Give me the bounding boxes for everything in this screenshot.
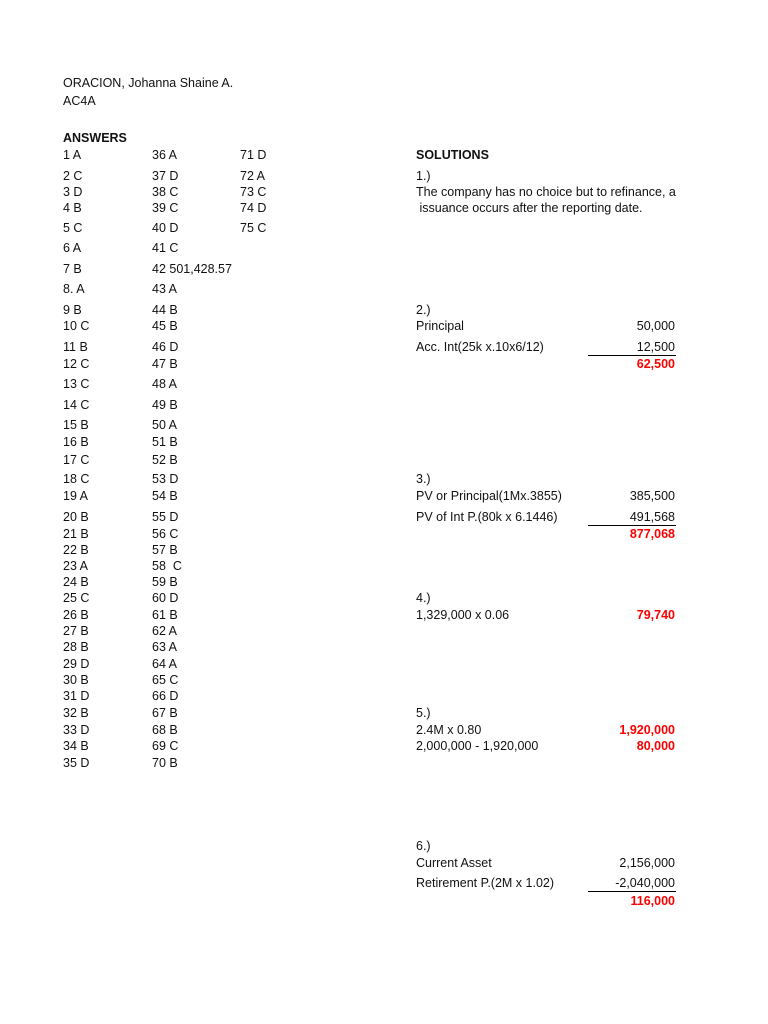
column-2-answer: 53 D	[152, 472, 179, 486]
solution-5-label: 5.)	[416, 706, 431, 720]
column-2-answer: 37 D	[152, 169, 179, 183]
answers-heading: ANSWERS	[63, 131, 127, 145]
column-1-answer: 20 B	[63, 510, 89, 524]
solution-3-row-1-value: 385,500	[629, 489, 675, 503]
solution-4-label: 4.)	[416, 591, 431, 605]
section-code: AC4A	[63, 94, 96, 108]
column-2-answer: 57 B	[152, 543, 178, 557]
column-2-answer: 60 D	[152, 591, 179, 605]
solution-2-row-2-text: Acc. Int(25k x.10x6/12)	[416, 340, 544, 354]
column-1-answer: 18 C	[63, 472, 90, 486]
column-1-answer: 28 B	[63, 640, 89, 654]
column-2-answer: 56 C	[152, 527, 179, 541]
column-2-answer: 61 B	[152, 608, 178, 622]
column-2-answer: 70 B	[152, 756, 178, 770]
solution-5-row-1-value: 1,920,000	[619, 723, 675, 737]
solution-6-row-1-text: Current Asset	[416, 856, 492, 870]
column-2-answer: 59 B	[152, 575, 178, 589]
column-2-answer: 48 A	[152, 377, 178, 391]
column-1-answer: 17 C	[63, 453, 90, 467]
column-1-answer: 4 B	[63, 201, 82, 215]
column-2-answer: 46 D	[152, 340, 179, 354]
column-1-answer: 8. A	[63, 282, 85, 296]
solution-2-row-1-text: Principal	[416, 319, 464, 333]
column-1-answer: 35 D	[63, 756, 90, 770]
solution-2-row-1-value: 50,000	[636, 319, 675, 333]
solution-2-total: 62,500	[636, 357, 675, 371]
column-2-answer: 68 B	[152, 723, 178, 737]
column-2-answer: 63 A	[152, 640, 178, 654]
solution-3-label: 3.)	[416, 472, 431, 486]
column-2-answer: 52 B	[152, 453, 178, 467]
column-1-answer: 31 D	[63, 689, 90, 703]
solution-6-row-1-value: 2,156,000	[619, 856, 675, 870]
column-1-answer: 24 B	[63, 575, 89, 589]
column-2-answer: 41 C	[152, 241, 179, 255]
column-2-answer: 38 C	[152, 185, 179, 199]
column-1-answer: 16 B	[63, 435, 89, 449]
column-2-answer: 43 A	[152, 282, 178, 296]
solution-6-total-rule	[588, 891, 676, 892]
column-1-answer: 3 D	[63, 185, 83, 199]
column-1-answer: 10 C	[63, 319, 90, 333]
column-1-answer: 13 C	[63, 377, 90, 391]
column-2-answer: 67 B	[152, 706, 178, 720]
column-1-answer: 12 C	[63, 357, 90, 371]
column-2-answer: 50 A	[152, 418, 178, 432]
column-1-answer: 30 B	[63, 673, 89, 687]
solution-6-row-2-text: Retirement P.(2M x 1.02)	[416, 876, 555, 890]
column-1-answer: 34 B	[63, 739, 89, 753]
solution-5-row-2-text: 2,000,000 - 1,920,000	[416, 739, 539, 753]
solution-1-line-2: issuance occurs after the reporting date.	[416, 201, 643, 215]
column-1-answer: 6 A	[63, 241, 82, 255]
column-1-answer: 2 C	[63, 169, 83, 183]
column-2-answer: 45 B	[152, 319, 178, 333]
column-2-answer: 40 D	[152, 221, 179, 235]
column-2-answer: 69 C	[152, 739, 179, 753]
column-2-answer: 47 B	[152, 357, 178, 371]
solution-3-row-1-text: PV or Principal(1Mx.3855)	[416, 489, 562, 503]
column-1-answer: 11 B	[63, 340, 88, 354]
column-1-answer: 14 C	[63, 398, 90, 412]
column-1-answer: 23 A	[63, 559, 89, 573]
solution-6-label: 6.)	[416, 839, 431, 853]
solution-6-total: 116,000	[630, 894, 675, 908]
solution-5-row-2-value: 80,000	[636, 739, 675, 753]
solution-2-row-2-value: 12,500	[636, 340, 675, 354]
column-3-answer: 72 A	[240, 169, 266, 183]
column-1-answer: 9 B	[63, 303, 82, 317]
column-3-answer: 74 D	[240, 201, 267, 215]
solutions-heading: SOLUTIONS	[416, 148, 489, 162]
column-2-answer: 65 C	[152, 673, 179, 687]
column-2-answer: 49 B	[152, 398, 178, 412]
column-1-answer: 7 B	[63, 262, 82, 276]
solution-6-row-2-value: -2,040,000	[615, 876, 675, 890]
column-1-answer: 27 B	[63, 624, 89, 638]
column-2-answer: 54 B	[152, 489, 178, 503]
column-2-answer: 39 C	[152, 201, 179, 215]
column-1-answer: 33 D	[63, 723, 90, 737]
column-2-answer: 42 501,428.57	[152, 262, 232, 276]
column-3-answer: 71 D	[240, 148, 267, 162]
column-2-answer: 55 D	[152, 510, 179, 524]
column-1-answer: 29 D	[63, 657, 90, 671]
column-3-answer: 75 C	[240, 221, 267, 235]
column-2-answer: 58 C	[152, 559, 182, 573]
column-1-answer: 1 A	[63, 148, 82, 162]
solution-5-row-1-text: 2.4M x 0.80	[416, 723, 482, 737]
column-1-answer: 5 C	[63, 221, 83, 235]
column-2-answer: 66 D	[152, 689, 179, 703]
column-1-answer: 22 B	[63, 543, 89, 557]
column-2-answer: 51 B	[152, 435, 178, 449]
student-name: ORACION, Johanna Shaine A.	[63, 76, 234, 90]
column-1-answer: 32 B	[63, 706, 89, 720]
column-1-answer: 26 B	[63, 608, 89, 622]
column-1-answer: 21 B	[63, 527, 89, 541]
solution-3-row-2-value: 491,568	[629, 510, 675, 524]
column-1-answer: 25 C	[63, 591, 90, 605]
solution-3-row-2-text: PV of Int P.(80k x 6.1446)	[416, 510, 558, 524]
column-2-answer: 44 B	[152, 303, 178, 317]
solution-4-row-1-text: 1,329,000 x 0.06	[416, 608, 510, 622]
solution-1-label: 1.)	[416, 169, 431, 183]
column-2-answer: 62 A	[152, 624, 178, 638]
column-2-answer: 36 A	[152, 148, 178, 162]
solution-4-row-1-value: 79,740	[636, 608, 675, 622]
solution-2-label: 2.)	[416, 303, 431, 317]
column-2-answer: 64 A	[152, 657, 178, 671]
solution-3-total: 877,068	[629, 527, 675, 541]
solution-1-line-1: The company has no choice but to refinance, a	[416, 185, 676, 199]
column-3-answer: 73 C	[240, 185, 267, 199]
column-1-answer: 15 B	[63, 418, 89, 432]
column-1-answer: 19 A	[63, 489, 89, 503]
